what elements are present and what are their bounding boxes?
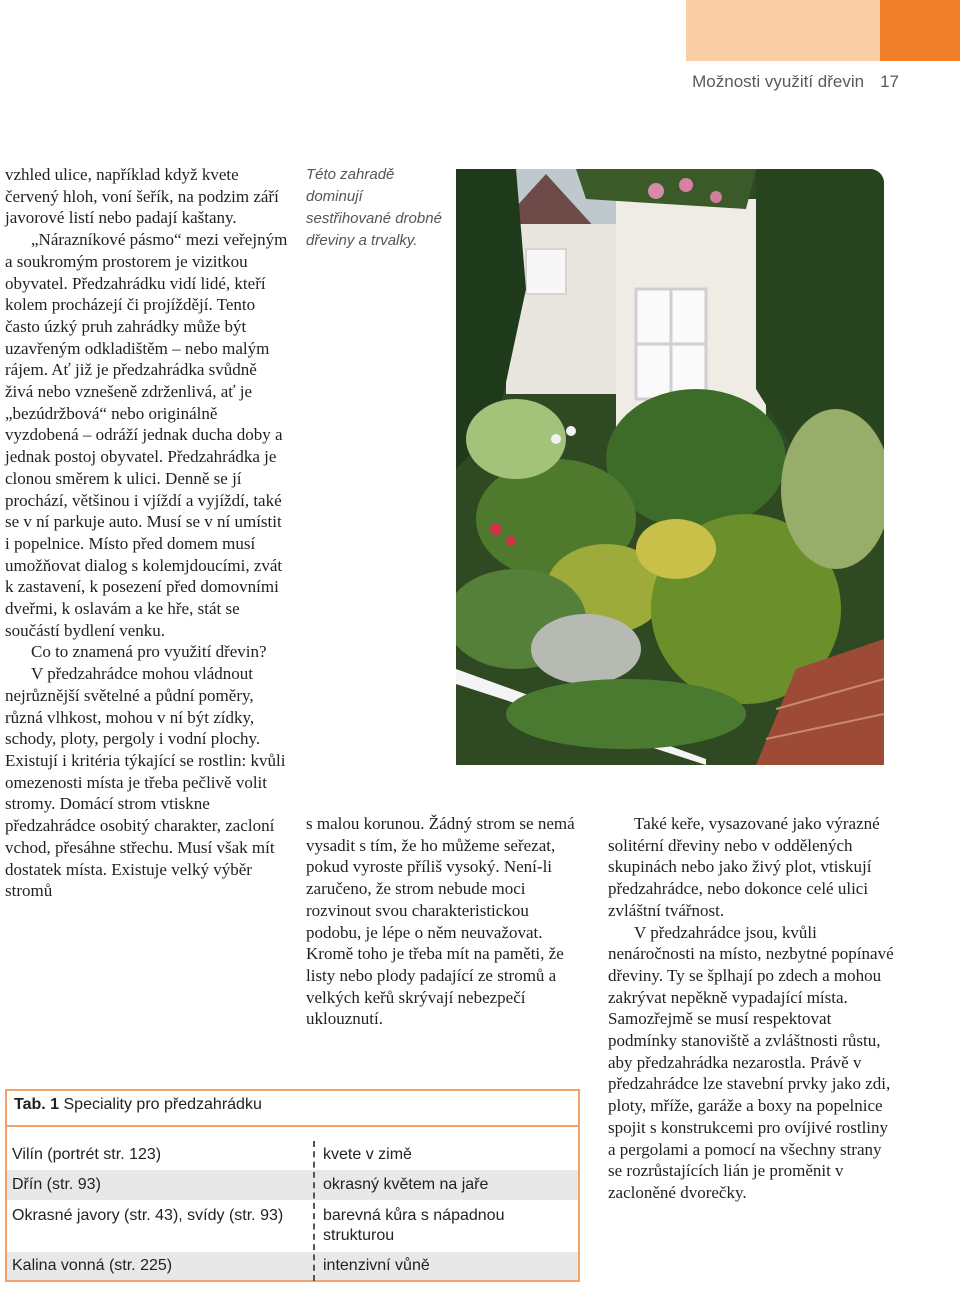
photo-caption: Této zahradě dominují sestřihované drobné dřeviny a trvalky. — [306, 166, 442, 249]
paragraph: Co to znamená pro využití dřevin? — [31, 642, 267, 662]
feature-cell: barevná kůra s nápadnou strukturou — [323, 1207, 505, 1244]
table-header-divider — [7, 1125, 578, 1127]
paragraph: vzhled ulice, například když kvete červený hloh, voní šeřík, na podzim září javorové listí nebo padají kaštany. — [5, 165, 279, 228]
table-label: Tab. 1 — [14, 1096, 60, 1113]
header-accent-light — [686, 0, 880, 61]
plant-cell: Kalina vonná (str. 225) — [12, 1257, 173, 1274]
paragraph: „Nárazníkové pásmo“ mezi veřejným a soukromým prostorem je vizitkou obyvatel. Předzahrádku vidí lidé, kteří kolem procházejí či projíždějí. Tento často úzký pruh zahrádky může být uzavřeným odkladištěm – nebo malým rájem. Ať již je předzahrádka svůdně živá nebo vznešeně zdrženlivá, ať je „bezúdržbová“ nebo originálně vyzdobená – odráží jednak ducha doby a jednak postoj obyvatel. Předzahrádka je clonou směrem k ulici. Denně se jí prochází, většinou i vjíždí a vyjíždí, také se v ní parkuje auto. Musí se v ní umístit i popelnice. Místo před domem musí umožňovat dialog s kolemjdoucími, zvát k zastavení, k posezení před domovními dveřmi, k oslavám a ke hře, stát se součástí bydlení venku. — [5, 230, 288, 640]
table-column-divider — [313, 1141, 315, 1281]
header-accent-dark — [880, 0, 960, 61]
plant-cell: Okrasné javory (str. 43), svídy (str. 93) — [12, 1207, 284, 1224]
table-title — [14, 1096, 262, 1114]
specialties-table — [5, 1089, 580, 1282]
garden-photo — [456, 169, 884, 765]
plant-cell: Dřín (str. 93) — [12, 1176, 101, 1193]
paragraph: s malou korunou. Žádný strom se nemá vysadit s tím, že ho můžeme seřezat, pokud vyroste příliš vysoký. Není-li zaručeno, že strom nebude moci rozvinout svou charakteristickou podobu, je lépe o něm neuvažovat. Kromě toho je třeba mít na paměti, že listy nebo plody padající ze stromů a velkých keřů skrývají nebezpečí uklouznutí. — [306, 814, 575, 1029]
page-number: 17 — [880, 72, 899, 91]
plant-cell: Vilín (portrét str. 123) — [12, 1146, 162, 1163]
paragraph: V předzahrádce jsou, kvůli nenáročnosti na místo, nezbytné popínavé dřeviny. Ty se šplhají po zdech a mohou zakrývat nepěkně vypadající místa. Samozřejmě se musí respektovat podmínky stanoviště a zvláštnosti růstu, aby předzahrádka nezarostla. Právě v předzahrádce lze stavební prvky jako zdi, ploty, mříže, garáže a boxy na popelnice spojit s konstrukcemi pro ovíjivé rostliny a pergolami a pomocí na všechny strany se rozrůstajících lián je proměnit v zacloněné dvorečky. — [608, 922, 894, 1202]
table-row — [7, 1141, 578, 1169]
feature-cell: intenzivní vůně — [323, 1257, 430, 1274]
table-row — [7, 1170, 578, 1200]
paragraph: V předzahrádce mohou vládnout nejrůznější světelné a půdní poměry, různá vlhkost, mohou v ní být zídky, schody, ploty, pergoly i vodní plochy. Existují i kritéria týkající se rostlin: kvůli omezenosti místa je třeba pečlivě volit stromy. Domácí strom vtiskne předzahrádce osobitý charakter, zacloní vchod, přesáhne střechu. Musí však mít dostatek místa. Existuje velký výběr stromů — [5, 664, 286, 901]
text-column-2 — [306, 813, 580, 1030]
table-caption: Speciality pro předzahrádku — [63, 1096, 262, 1113]
feature-cell: okrasný květem na jaře — [323, 1176, 489, 1193]
section-title: Možnosti využití dřevin — [692, 72, 865, 91]
feature-cell: kvete v zimě — [323, 1146, 412, 1163]
text-column-1 — [5, 164, 288, 902]
paragraph: Také keře, vysazované jako výrazné solitérní dřeviny nebo v oddělených skupinách nebo jako živý plot, vtiskují předzahrádce, nebo dokonce celé ulici zvláštní tvářnost. — [608, 814, 880, 920]
running-head — [600, 72, 899, 92]
table-row — [7, 1201, 578, 1251]
text-column-3 — [608, 813, 898, 1204]
table-row — [7, 1252, 578, 1280]
